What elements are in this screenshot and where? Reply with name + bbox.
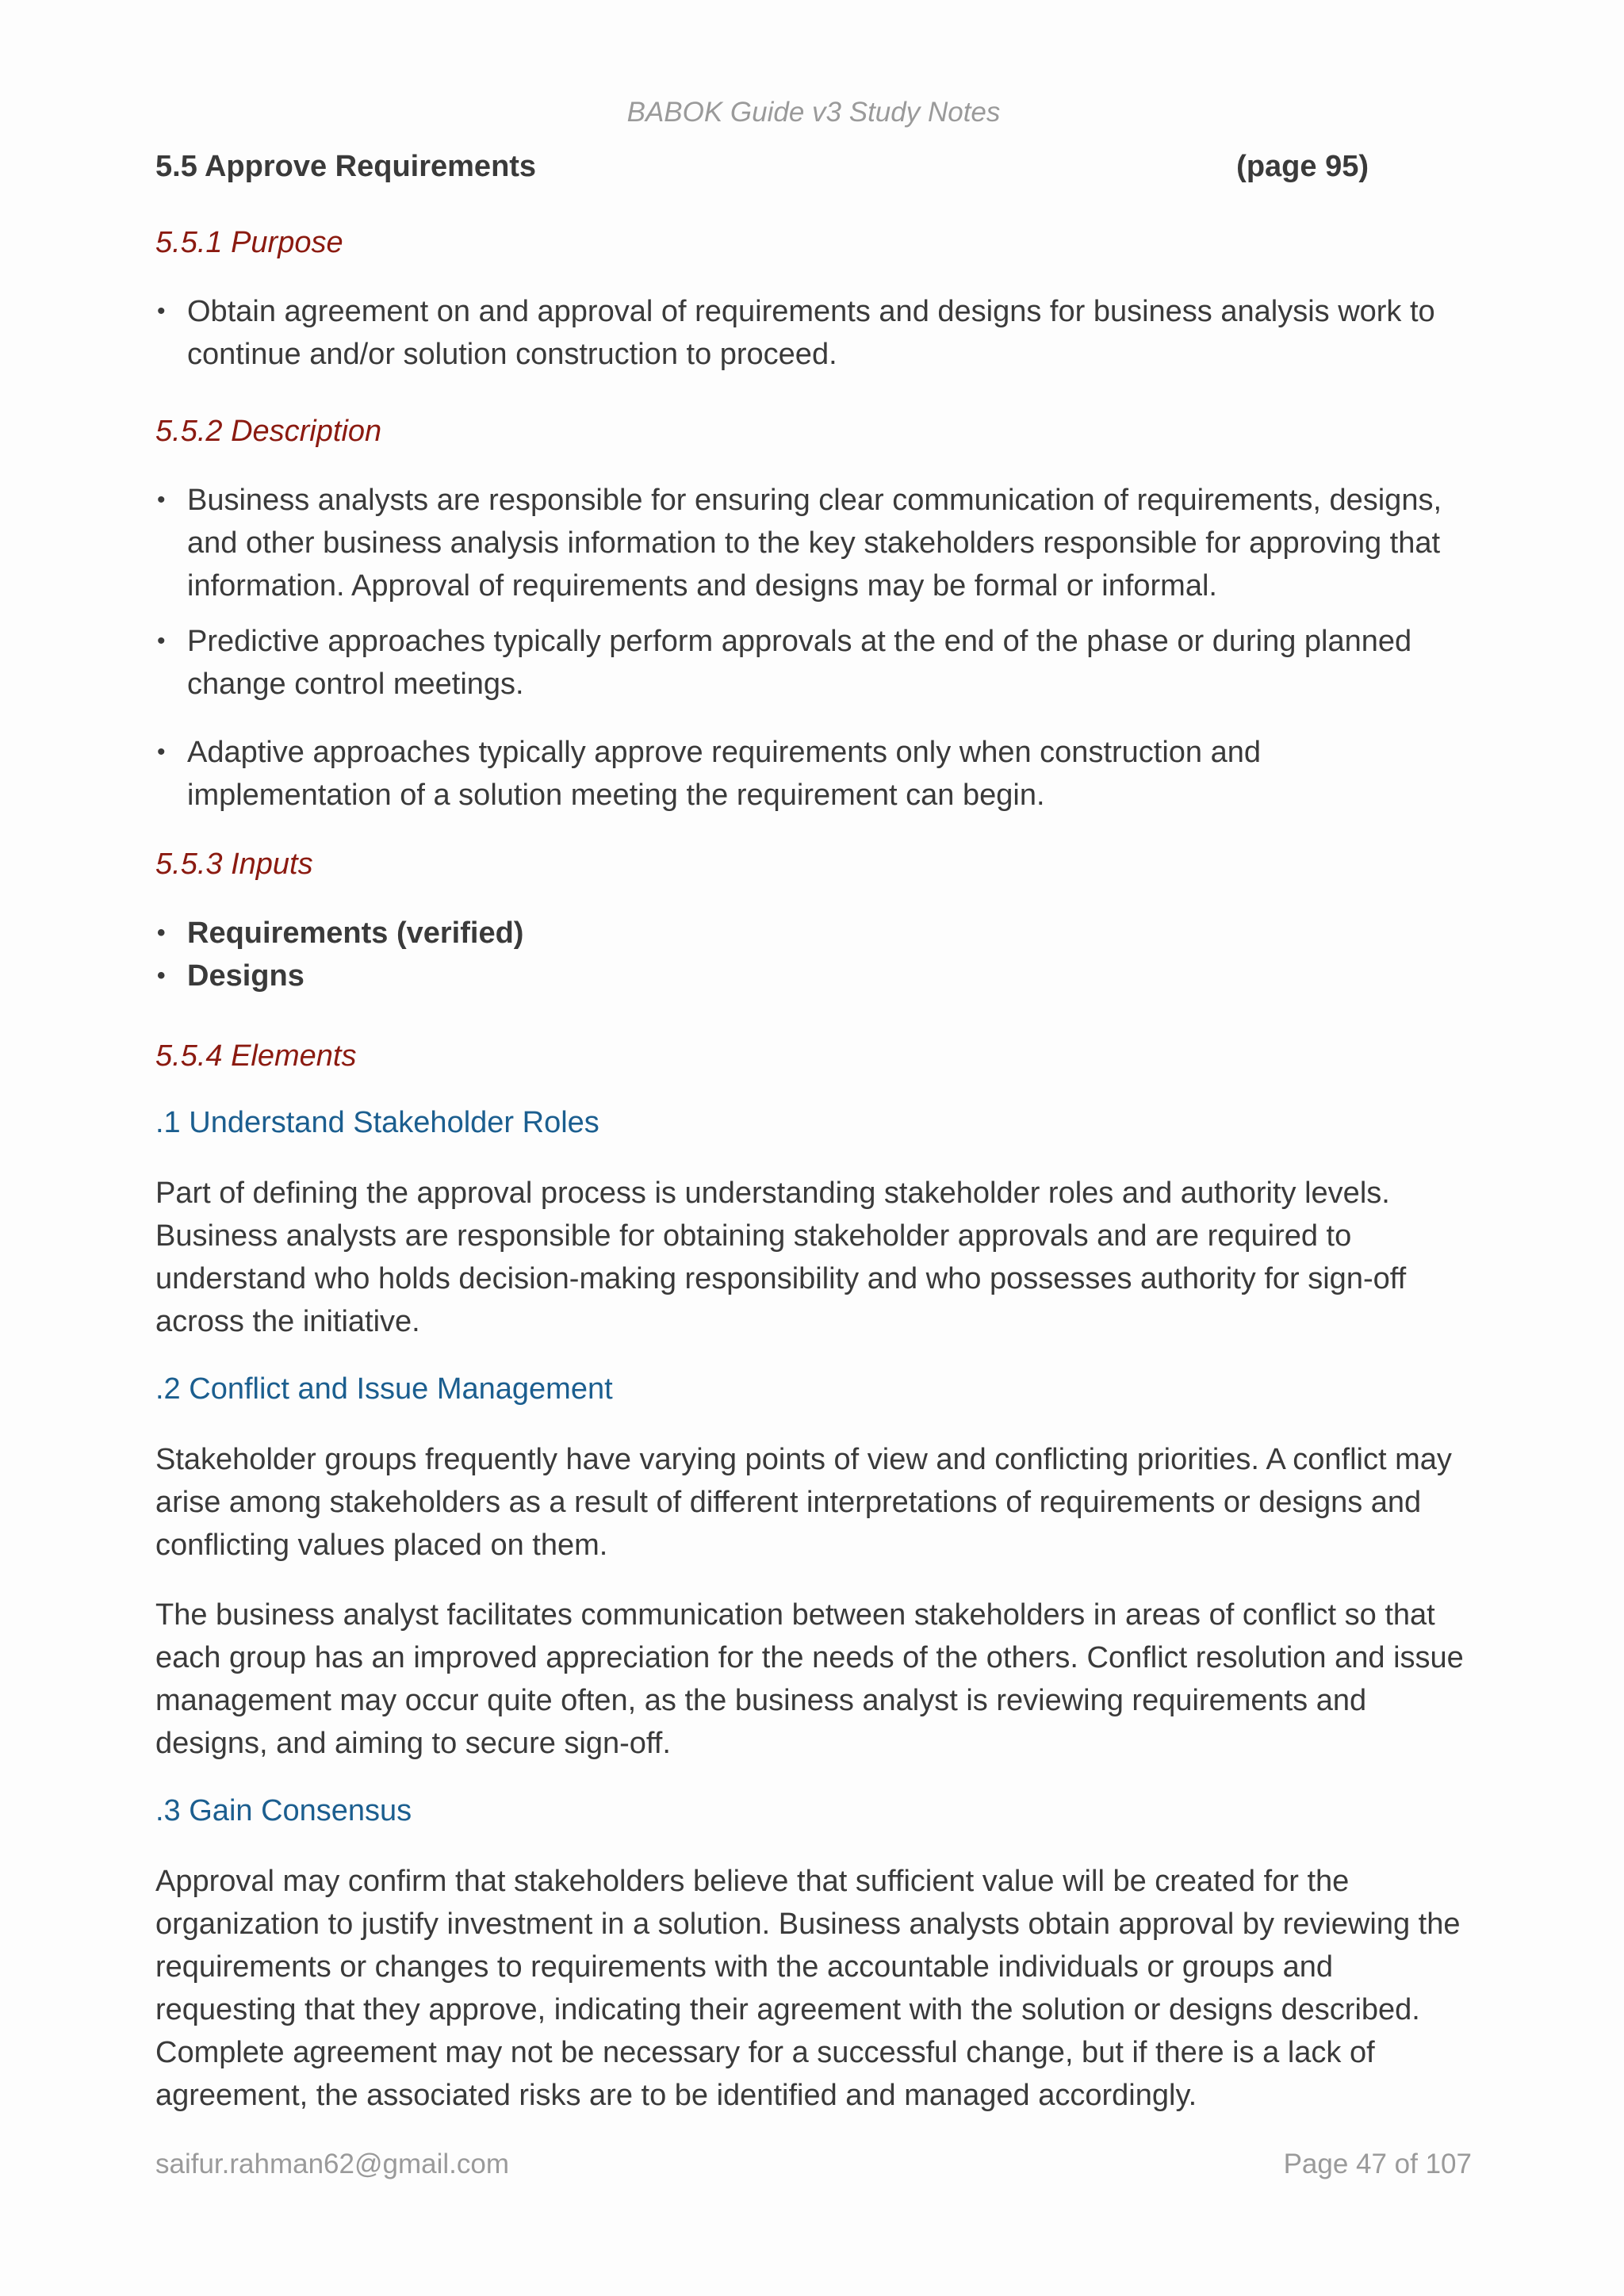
inputs-heading: 5.5.3 Inputs [155, 848, 313, 881]
paragraph: Part of defining the approval process is understanding stakeholder roles and authority levels. Business analysts are responsible for obtaining stakeholder approvals and are required to understand who holds decision-making responsibility and who possesses authority for sign-off across the initiative. [155, 1177, 1407, 1338]
list-item [155, 479, 1472, 607]
list-item [155, 620, 1472, 706]
element-heading: .3 Gain Consensus [155, 1794, 412, 1827]
list-item [155, 290, 1472, 376]
paragraph: Stakeholder groups frequently have varying points of view and conflicting priorities. A conflict may arise among stakeholders as a result of different interpretations of requirements or designs and conflicting values placed on them. [155, 1443, 1452, 1562]
section-title: 5.5 Approve Requirements [155, 150, 537, 183]
element-heading: .2 Conflict and Issue Management [155, 1372, 613, 1406]
list-item [155, 731, 1472, 817]
list-item-text: Predictive approaches typically perform approvals at the end of the phase or during planned change control meetings. [187, 625, 1412, 701]
bullet-icon: • [157, 962, 166, 989]
element-heading: .1 Understand Stakeholder Roles [155, 1106, 599, 1139]
bullet-icon: • [157, 298, 166, 324]
elements-heading: 5.5.4 Elements [155, 1039, 357, 1073]
section-title-row [155, 147, 1369, 186]
bullet-icon: • [157, 487, 166, 513]
list-item-text: Designs [187, 959, 304, 993]
list-item-text: Obtain agreement on and approval of requirements and designs for business analysis work to continue and/or solution construction to proceed. [187, 295, 1435, 371]
document-page [155, 94, 1472, 2117]
list-item-text: Business analysts are responsible for ensuring clear communication of requirements, designs, and other business analysis information to the key stakeholders responsible for approving that information. Approval of requirements and designs may be formal or informal. [187, 484, 1442, 603]
page-number: Page 47 of 107 [1283, 2149, 1472, 2179]
list-item [155, 912, 1472, 955]
paragraph: Approval may confirm that stakeholders believe that sufficient value will be created for the organization to justify investment in a solution. Business analysts obtain approval by reviewing the requirements or changes to requirements with the accountable individuals or groups and requesting that they approve, indicating their agreement with the solution or designs described. Complete agreement may not be necessary for a successful change, but if there is a lack of agreement, the associated risks are to be identified and managed accordingly. [155, 1865, 1461, 2112]
page-footer [155, 2145, 1472, 2183]
purpose-list [155, 290, 1472, 376]
list-item-text: Requirements (verified) [187, 916, 524, 950]
bullet-icon: • [157, 920, 166, 946]
description-list [155, 479, 1472, 817]
description-heading: 5.5.2 Description [155, 415, 382, 448]
list-item-text: Adaptive approaches typically approve requirements only when construction and implementation of a solution meeting the requirement can begin. [187, 736, 1262, 812]
paragraph: The business analyst facilitates communication between stakeholders in areas of conflict so that each group has an improved appreciation for the needs of the others. Conflict resolution and issue management may occur quite often, as the business analyst is reviewing requirements and designs, and aiming to secure sign-off. [155, 1598, 1464, 1760]
running-header: BABOK Guide v3 Study Notes [626, 97, 1001, 128]
bullet-icon: • [157, 628, 166, 654]
purpose-heading: 5.5.1 Purpose [155, 226, 343, 259]
footer-email: saifur.rahman62@gmail.com [155, 2149, 509, 2179]
list-item [155, 955, 1472, 997]
bullet-icon: • [157, 739, 166, 765]
inputs-list [155, 912, 1472, 997]
page-reference: (page 95) [1236, 150, 1369, 183]
